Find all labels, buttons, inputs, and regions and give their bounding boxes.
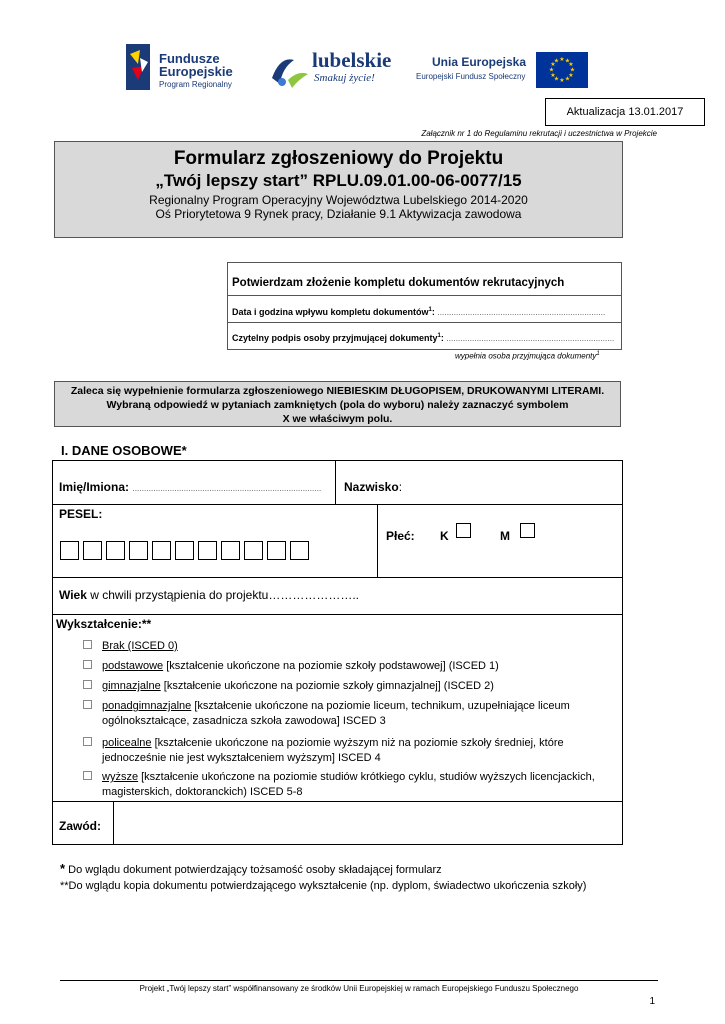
- svg-text:★: ★: [553, 57, 560, 65]
- eu-flag-icon: [536, 52, 588, 88]
- education-option: gimnazjalne [kształcenie ukończone na poziomie szkoły gimnazjalnej] (ISCED 2): [102, 680, 494, 692]
- footer-text: Projekt „Twój lepszy start” współfinansowany ze środków Unii Europejskiej w ramach Europejskiego Funduszu Społecznego: [139, 984, 579, 993]
- education-checkbox[interactable]: [83, 640, 92, 649]
- form-title: Formularz zgłoszeniowy do Projektu: [173, 148, 504, 169]
- footer-divider: [60, 980, 658, 981]
- title-box: [54, 141, 623, 238]
- sex-label: Płeć:: [386, 529, 415, 543]
- pesel-digit-box[interactable]: [290, 541, 309, 560]
- svg-text:★: ★: [559, 56, 565, 63]
- svg-text:★: ★: [564, 57, 571, 65]
- last-name-field[interactable]: Nazwisko: …………………………………………………………………………………………: [344, 480, 582, 507]
- confirmation-box: [227, 262, 622, 350]
- footnote-1: * Do wglądu dokument potwierdzający tożsamość osoby składającej formularz: [60, 861, 442, 876]
- ue-logo-sub: Europejski Fundusz Społeczny: [416, 72, 526, 81]
- project-title: „Twój lepszy start” RPLU.09.01.00-06-0077/15: [155, 171, 522, 190]
- instructions-line1: Zaleca się wypełnienie formularza zgłoszeniowego NIEBIESKIM DŁUGOPISEM, DRUKOWANYMI LITERAMI.: [70, 385, 605, 397]
- svg-text:★: ★: [550, 61, 556, 68]
- pesel-digit-box[interactable]: [83, 541, 102, 560]
- personal-data-form: [52, 460, 623, 845]
- svg-text:★: ★: [550, 72, 556, 79]
- update-date-box: Aktualizacja 13.01.2017: [545, 98, 705, 126]
- pesel-digit-box[interactable]: [267, 541, 286, 560]
- lubelskie-logo: [268, 46, 393, 92]
- svg-text:★: ★: [559, 77, 565, 84]
- pesel-digit-box[interactable]: [244, 541, 263, 560]
- section-heading: I. DANE OSOBOWE*: [61, 443, 187, 458]
- fe-logo-sub: Program Regionalny: [159, 80, 232, 89]
- occupation-label: Zawód:: [59, 819, 101, 833]
- svg-text:★: ★: [568, 72, 574, 79]
- education-checkbox[interactable]: [83, 660, 92, 669]
- pesel-digit-box[interactable]: [106, 541, 125, 560]
- pesel-boxes[interactable]: [60, 541, 313, 565]
- education-option: Brak (ISCED 0): [102, 640, 178, 652]
- education-checkbox[interactable]: [83, 771, 92, 780]
- pesel-digit-box[interactable]: [198, 541, 217, 560]
- svg-text:★: ★: [568, 61, 574, 68]
- education-option: ponadgimnazjalne [kształcenie ukończone na poziomie liceum, technikum, uzupełniające liceum ogólnokształcące, zasadnicza szkoła zawodowa] ISCED 3: [102, 700, 570, 727]
- education-checkbox[interactable]: [83, 680, 92, 689]
- sex-m-checkbox[interactable]: [520, 523, 535, 538]
- svg-text:★: ★: [569, 66, 576, 74]
- fe-logo-line2: Europejskie: [159, 64, 233, 79]
- instructions-box: [54, 381, 621, 427]
- signature-field-label: Czytelny podpis osoby przyjmującej dokumenty: [232, 333, 438, 343]
- date-field[interactable]: Data i godzina wpływu kompletu dokumentów$^1$: ………………………………………………………………: [232, 307, 606, 317]
- education-checkbox[interactable]: [83, 737, 92, 746]
- first-name-label: Imię/Imiona:: [59, 480, 130, 494]
- page-number: 1: [649, 996, 655, 1007]
- priority-axis: Oś Priorytetowa 9 Rynek pracy, Działanie 9.1 Aktywizacja zawodowa: [155, 207, 522, 221]
- ue-logo-title: Unia Europejska: [432, 55, 527, 69]
- svg-text:★: ★: [548, 66, 555, 74]
- svg-text:★: ★: [553, 75, 560, 83]
- instructions-line2: Wybraną odpowiedź w pytaniach zamkniętych (pola do wyboru) należy zaznaczyć symbolem: [106, 399, 569, 411]
- sex-k-checkbox[interactable]: [456, 523, 471, 538]
- date-field-label: Data i godzina wpływu kompletu dokumentów: [232, 307, 429, 317]
- education-option: policealne [kształcenie ukończone na poziomie wyższym niż na poziomie szkoły średniej, które jednocześnie nie jest wykształceniem wyższym] ISCED 4: [102, 737, 564, 764]
- age-field[interactable]: Wiek w chwili przystąpienia do projektu…………………..: [59, 588, 359, 602]
- age-label: Wiek: [59, 588, 87, 602]
- pesel-digit-box[interactable]: [60, 541, 79, 560]
- education-option: podstawowe [kształcenie ukończone na poziomie szkoły podstawowej] (ISCED 1): [102, 660, 499, 672]
- education-option: wyższe [kształcenie ukończone na poziomie studiów krótkiego cyklu, studiów wyższych licencjackich, magisterskich, doktoranckich) ISCED 5-8: [102, 771, 595, 798]
- attachment-note: Załącznik nr 1 do Regulaminu rekrutacji i uczestnictwa w Projekcie: [421, 129, 657, 138]
- pesel-digit-box[interactable]: [152, 541, 171, 560]
- pesel-digit-box[interactable]: [175, 541, 194, 560]
- program-name: Regionalny Program Operacyjny Województwa Lubelskiego 2014-2020: [149, 193, 528, 207]
- fe-logo-line1: Fundusze: [159, 51, 220, 66]
- pesel-label: PESEL:: [59, 507, 103, 521]
- education-checkbox[interactable]: [83, 700, 92, 709]
- svg-text:★: ★: [564, 75, 571, 83]
- lubelskie-logo-slogan: Smakuj życie!: [314, 72, 375, 84]
- confirmation-heading: Potwierdzam złożenie kompletu dokumentów rekrutacyjnych: [232, 277, 565, 289]
- fe-logo: [126, 44, 251, 94]
- signature-field[interactable]: Czytelny podpis osoby przyjmującej dokumenty$^1$: ………………………………………………………………: [232, 333, 615, 343]
- instructions-line3: X we właściwym polu.: [282, 413, 393, 425]
- lubelskie-logo-icon: [268, 50, 310, 90]
- footnote-2: **Do wglądu kopia dokumentu potwierdzającego wykształcenie (np. dyplom, świadectwo ukończenia szkoły): [60, 880, 587, 892]
- fe-logo-icon: [126, 44, 152, 90]
- sex-m-label: M: [500, 529, 510, 543]
- confirmation-note: wypełnia osoba przyjmująca dokumenty$^1$: [455, 351, 600, 361]
- first-name-field[interactable]: Imię/Imiona: ………………………………………………………………………: [59, 480, 322, 494]
- pesel-digit-box[interactable]: [129, 541, 148, 560]
- occupation-input[interactable]: [115, 803, 620, 843]
- education-label: Wykształcenie:**: [56, 617, 152, 631]
- footnotes: [60, 861, 586, 894]
- last-name-label: Nazwisko: [344, 480, 399, 494]
- pesel-digit-box[interactable]: [221, 541, 240, 560]
- sex-k-label: K: [440, 529, 449, 543]
- lubelskie-logo-name: lubelskie: [312, 48, 392, 72]
